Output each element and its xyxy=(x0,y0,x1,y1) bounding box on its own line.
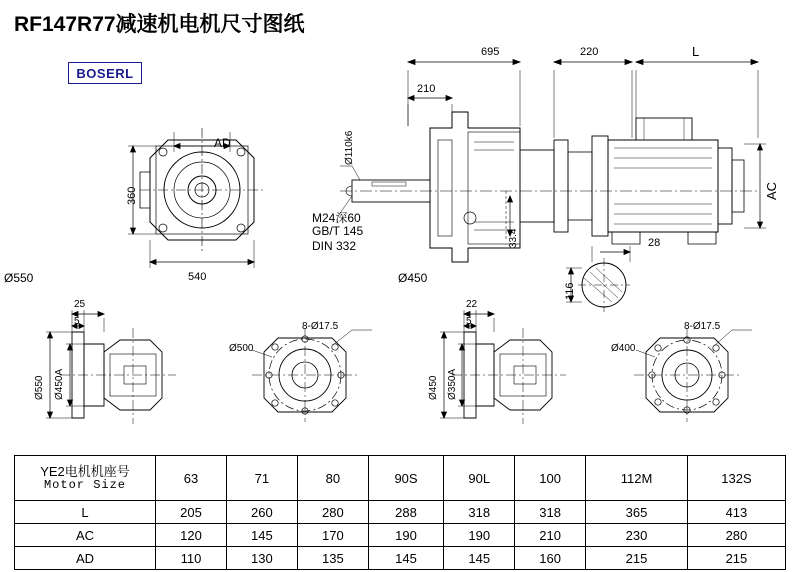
cell: 210 xyxy=(515,524,586,547)
col-header: 90L xyxy=(444,456,515,501)
dim-360: 360 xyxy=(126,186,138,205)
cell: 205 xyxy=(156,501,227,524)
col-header: 80 xyxy=(297,456,368,501)
holes-400: 8-Ø17.5 xyxy=(684,321,721,332)
dim-5-right: 5 xyxy=(466,316,472,327)
dim-5-left: 5 xyxy=(74,316,80,327)
dim-L: L xyxy=(692,44,700,59)
dim-d110k6: Ø110k6 xyxy=(344,130,355,165)
brand-logo: BOSERL xyxy=(68,62,142,84)
table-row xyxy=(15,547,786,570)
thread-spec: M24深60 xyxy=(312,211,361,225)
cell: 413 xyxy=(687,501,785,524)
cell: 145 xyxy=(444,547,515,570)
table-header-cn: YE2电机机座号 xyxy=(40,463,130,479)
cell: 260 xyxy=(226,501,297,524)
cell: 190 xyxy=(444,524,515,547)
dim-220: 220 xyxy=(580,46,599,58)
cell: 230 xyxy=(586,524,688,547)
dim-AD: AD xyxy=(214,136,231,150)
col-header: 71 xyxy=(226,456,297,501)
dim-f450A: Ø450A xyxy=(54,368,65,400)
cell: 160 xyxy=(515,547,586,570)
cell: 110 xyxy=(156,547,227,570)
cell: 135 xyxy=(297,547,368,570)
col-header: 63 xyxy=(156,456,227,501)
cell: 215 xyxy=(687,547,785,570)
table-row xyxy=(15,524,786,547)
dim-f400: Ø400 xyxy=(611,343,636,354)
dim-f450: Ø450 xyxy=(428,375,439,400)
col-header: 132S xyxy=(687,456,785,501)
dim-33-4: 33.4 xyxy=(508,228,519,248)
cell: 145 xyxy=(368,547,443,570)
standard-din: DIN 332 xyxy=(312,239,357,253)
dim-f500: Ø500 xyxy=(229,343,254,354)
cell: 170 xyxy=(297,524,368,547)
col-header: 112M xyxy=(586,456,688,501)
row-label: AD xyxy=(15,547,156,570)
cell: 145 xyxy=(226,524,297,547)
dim-d450: Ø450 xyxy=(398,271,428,285)
cell: 215 xyxy=(586,547,688,570)
table-header-en: Motor Size xyxy=(43,477,126,492)
table-header-row xyxy=(15,456,786,501)
col-header: 90S xyxy=(368,456,443,501)
cell: 318 xyxy=(444,501,515,524)
cell: 120 xyxy=(156,524,227,547)
dim-f350A: Ø350A xyxy=(447,368,458,400)
motor-size-table xyxy=(14,455,786,570)
cell: 130 xyxy=(226,547,297,570)
table-row xyxy=(15,501,786,524)
dim-540: 540 xyxy=(188,271,207,283)
dim-AC: AC xyxy=(764,181,779,200)
dim-f550: Ø550 xyxy=(34,375,45,400)
dim-d550: Ø550 xyxy=(4,271,34,285)
dim-22: 22 xyxy=(466,299,478,310)
dim-116: 116 xyxy=(564,282,576,300)
cell: 288 xyxy=(368,501,443,524)
dim-695: 695 xyxy=(481,46,500,58)
dim-28: 28 xyxy=(648,237,661,249)
cell: 318 xyxy=(515,501,586,524)
cell: 280 xyxy=(297,501,368,524)
dim-210: 210 xyxy=(417,83,436,95)
row-label: L xyxy=(15,501,156,524)
standard-gb: GB/T 145 xyxy=(312,224,364,238)
page-title: RF147R77减速机电机尺寸图纸 xyxy=(14,13,305,36)
col-header: 100 xyxy=(515,456,586,501)
cell: 280 xyxy=(687,524,785,547)
cell: 190 xyxy=(368,524,443,547)
row-label: AC xyxy=(15,524,156,547)
holes-500: 8-Ø17.5 xyxy=(302,321,339,332)
dim-25: 25 xyxy=(74,299,86,310)
cell: 365 xyxy=(586,501,688,524)
